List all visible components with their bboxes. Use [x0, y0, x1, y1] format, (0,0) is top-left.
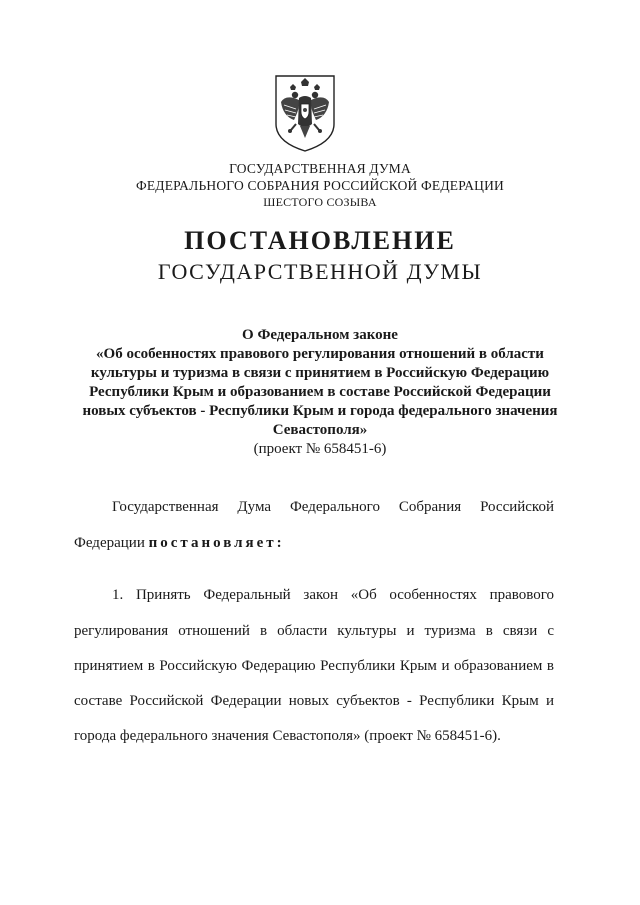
item1-line: 1. Принять Федеральный закон «Об особенностях правового	[112, 587, 554, 603]
document-issuer-title: ГОСУДАРСТВЕННОЙ ДУМЫ	[157, 259, 483, 284]
subject-line: новых субъектов - Республики Крым и города федерального значения	[82, 403, 558, 419]
subject-line: Республики Крым и образованием в составе Российской Федерации	[89, 384, 551, 400]
item1-line: составе Российской Федерации новых субъектов - Республики Крым и	[74, 693, 554, 709]
document-type-title: ПОСТАНОВЛЕНИЕ	[184, 226, 456, 255]
org-name-line1: ГОСУДАРСТВЕННАЯ ДУМА	[229, 161, 411, 176]
subject-line: О Федеральном законе	[242, 327, 398, 343]
preamble-text: Федерации	[74, 535, 149, 551]
subject-line: «Об особенностях правового регулирования отношений в области	[96, 346, 544, 362]
convocation: ШЕСТОГО СОЗЫВА	[263, 195, 377, 209]
org-name-line2: ФЕДЕРАЛЬНОГО СОБРАНИЯ РОССИЙСКОЙ ФЕДЕРАЦИИ	[136, 178, 504, 193]
preamble-line	[74, 534, 554, 553]
item1-line: регулирования отношений в области культуры и туризма в связи с	[74, 623, 554, 639]
item1-line: города федерального значения Севастополя» (проект № 658451-6).	[74, 728, 501, 744]
subject-line: культуры и туризма в связи с принятием в Российскую Федерацию	[90, 365, 550, 381]
preamble-line: Государственная Дума Федерального Собрания Российской	[112, 499, 554, 515]
project-number: (проект № 658451-6)	[253, 441, 387, 457]
russian-coat-of-arms-icon	[272, 72, 338, 154]
subject-line: Севастополя»	[272, 422, 368, 438]
decree-verb: постановляет:	[148, 535, 285, 551]
item1-line: принятием в Российскую Федерацию Республики Крым и образованием в	[74, 658, 554, 674]
